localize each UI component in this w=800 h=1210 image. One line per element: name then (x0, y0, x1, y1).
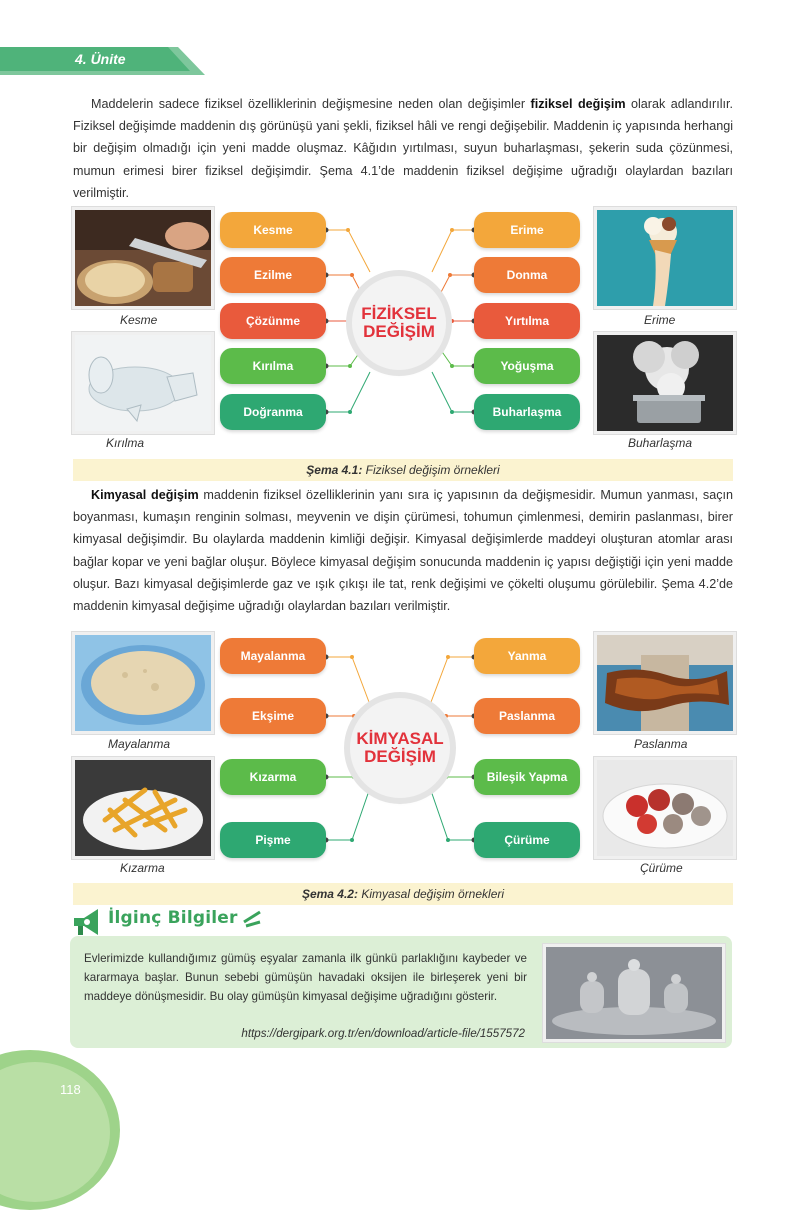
schema1-right-item: Yırtılma (474, 303, 580, 339)
caption-curume: Çürüme (640, 861, 683, 875)
photo-buharlasma (594, 332, 736, 434)
photo-kesme (72, 207, 214, 309)
info-title: İlginç Bilgiler (108, 908, 238, 928)
schema1-right-item: Erime (474, 212, 580, 248)
schema2-caption-label: Şema 4.2: (301, 887, 358, 901)
intro-text: Maddelerin sadece fiziksel özelliklerinin değişmesine neden olan değişimler (91, 97, 531, 111)
photo-silverware (543, 944, 725, 1042)
schema2-right-item: Yanma (474, 638, 580, 674)
schema2-left-item: Ekşime (220, 698, 326, 734)
schema1-right-item: Yoğuşma (474, 348, 580, 384)
caption-kirilma: Kırılma (106, 436, 145, 450)
schema1-left-item: Kırılma (220, 348, 326, 384)
caption-paslanma: Paslanma (634, 737, 688, 751)
schema2-right-item: Çürüme (474, 822, 580, 858)
intro-paragraph (73, 93, 733, 204)
caption-kesme: Kesme (120, 313, 158, 327)
info-source-url: https://dergipark.org.tr/en/download/article-file/1557572 (241, 1027, 525, 1040)
schema2-hub (350, 698, 450, 798)
schema2-hub-line2: DEĞİŞİM (364, 747, 436, 766)
schema1-hub-line2: DEĞİŞİM (363, 322, 435, 341)
photo-kizarma (72, 757, 214, 859)
schema2-left-item: Kızarma (220, 759, 326, 795)
schema2-right-item: Paslanma (474, 698, 580, 734)
intro-text-rest: olarak adlandırılır. Fiziksel değişimde maddenin dış görünüşü yani şekli, fiziksel hâli ve rengi değişebilir. Maddenin iç yapısında herhangi bir değişim olmadığı için yeni madde oluşmaz. Kâğıdın yırtılması, suyun buharlaşması, şekerin suda çözünmesi, mumun erimesi birer fiziksel değişimdir. Şema 4.1’de maddenin fiziksel değişime uğradığı olaylardan bazıları verilmiştir. (73, 97, 733, 200)
schema2-right-item: Bileşik Yapma (474, 759, 580, 795)
schema2-hub-line1: KİMYASAL (356, 729, 444, 749)
photo-kirilma (72, 332, 214, 434)
schema1-caption-text: Fiziksel değişim örnekleri (362, 463, 500, 477)
schema2-caption-text: Kimyasal değişim örnekleri (357, 887, 505, 901)
schema2-left-item: Mayalanma (220, 638, 326, 674)
info-text: Evlerimizde kullandığımız gümüş eşyalar zamanla ilk günkü parlaklığını kaybeder ve kararmaya başlar. Bunun sebebi gümüşün havadaki oksijen ile birleşerek yeni bir maddeye dönüşmesidir. Bu olay gümüşün kimyasal değişime uğradığını gösterir. (84, 952, 527, 1003)
schema1-left-item: Kesme (220, 212, 326, 248)
photo-paslanma (594, 632, 736, 734)
spark-icon (242, 908, 264, 928)
caption-buharlasma: Buharlaşma (628, 436, 693, 450)
caption-erime: Erime (644, 313, 676, 327)
schema1-caption-label: Şema 4.1: (306, 463, 363, 477)
schema1-left-item: Ezilme (220, 257, 326, 293)
megaphone-icon (70, 906, 106, 938)
photo-erime (594, 207, 736, 309)
unit-title: 4. Ünite (75, 51, 126, 67)
schema1-right-item: Buharlaşma (474, 394, 580, 430)
chem-text: maddenin fiziksel özelliklerinin yanı sıra iç yapısının da değişmesidir. Mumun yanması, saçın boyanması, kumaşın renginin solması, meyvenin ve dişin çürümesi, tohumun çimlenmesi, demirin paslanması, birer kimyasal değişimdir. Bu olaylarda maddenin kimliği değişir. Kimyasal değişimlerde maddeyi oluşturan atomlar arası bağlar kopar ve yeni bağlar oluşur. Böylece kimyasal değişim sonucunda maddenin iç yapısı değiştiği için yeni madde oluşur. Bazı kimyasal değişimlerde gaz ve ışık çıkışı ile tat, renk değişimi ve çökelti oluşumu görülebilir. Şema 4.2’de maddenin kimyasal değişime uğradığı olaylardan bazıları verilmiştir. (73, 488, 734, 614)
caption-mayalanma: Mayalanma (108, 737, 171, 751)
page-number: 118 (60, 1082, 81, 1097)
schema2-caption (73, 883, 733, 905)
caption-kizarma: Kızarma (120, 861, 165, 875)
schema1-caption (73, 459, 733, 481)
schema2-left-item: Pişme (220, 822, 326, 858)
chem-paragraph (73, 484, 733, 617)
schema1-hub-line1: FİZİKSEL (361, 304, 437, 324)
schema1-left-item: Çözünme (220, 303, 326, 339)
intro-bold-term: fiziksel değişim (530, 97, 626, 111)
chem-bold-term: Kimyasal değişim (91, 488, 199, 502)
schema1-hub (352, 276, 446, 370)
photo-mayalanma (72, 632, 214, 734)
schema1-left-item: Doğranma (220, 394, 326, 430)
photo-curume (594, 757, 736, 859)
schema1-right-item: Donma (474, 257, 580, 293)
